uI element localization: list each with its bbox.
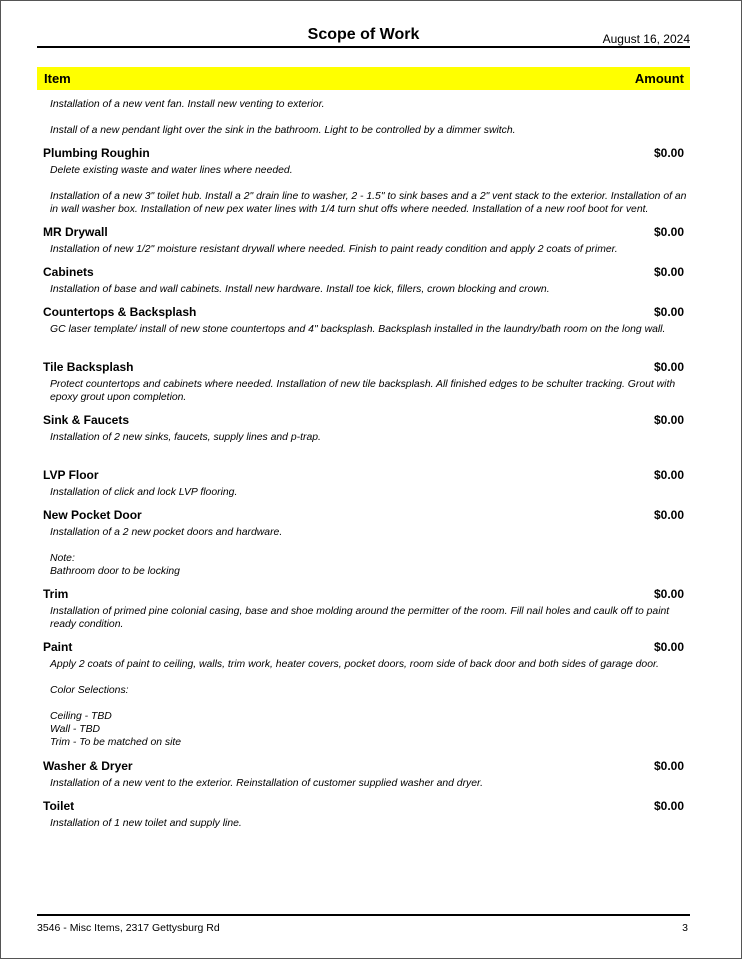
scope-item	[37, 413, 690, 444]
scope-list	[37, 98, 690, 830]
document-header	[37, 26, 690, 48]
scope-item-amount: $0.00	[653, 225, 684, 239]
color-selections-list: Ceiling - TBD Wall - TBD Trim - To be matched on site	[50, 711, 182, 748]
footer-project-label: 3546 - Misc Items, 2317 Gettysburg Rd	[37, 922, 220, 934]
scope-item	[37, 360, 690, 404]
scope-item-name: Paint	[43, 640, 73, 654]
document-date: August 16, 2024	[602, 32, 690, 46]
scope-item	[37, 640, 690, 749]
scope-item-header	[43, 225, 690, 240]
scope-item-amount: $0.00	[653, 508, 684, 522]
scope-item-amount: $0.00	[653, 468, 684, 482]
scope-item-header	[43, 360, 690, 375]
scope-item	[37, 265, 690, 296]
intro-line: Installation of a new vent fan. Install new venting to exterior.	[50, 99, 325, 110]
scope-item	[37, 759, 690, 790]
scope-item-header	[43, 640, 690, 655]
scope-item-amount: $0.00	[653, 587, 684, 601]
scope-item-name: Cabinets	[43, 265, 94, 279]
scope-item-header	[43, 305, 690, 320]
scope-item-amount: $0.00	[653, 640, 684, 654]
page-number: 3	[682, 922, 688, 934]
scope-item-description: Installation of 1 new toilet and supply line.	[50, 818, 242, 829]
scope-item-header	[43, 587, 690, 602]
scope-item-description: Installation of 2 new sinks, faucets, supply lines and p-trap.	[50, 432, 321, 443]
scope-item-header	[43, 508, 690, 523]
scope-item-description: Protect countertops and cabinets where needed. Installation of new tile backsplash. All finished edges to be schulter tracking. Grout with epoxy grout upon completion.	[50, 379, 676, 403]
scope-item-amount: $0.00	[653, 146, 684, 160]
scope-item-name: MR Drywall	[43, 225, 108, 239]
scope-item-amount: $0.00	[653, 413, 684, 427]
scope-item-name: New Pocket Door	[43, 508, 142, 522]
scope-item	[37, 468, 690, 499]
scope-item-description: Installation of a 2 new pocket doors and hardware.	[50, 527, 283, 538]
scope-item-header	[43, 468, 690, 483]
scope-item-description: Delete existing waste and water lines where needed.	[50, 165, 293, 176]
document-footer	[37, 914, 690, 934]
column-header-bar	[37, 67, 690, 90]
scope-item-name: Toilet	[43, 799, 75, 813]
scope-item-note: Note: Bathroom door to be locking	[50, 553, 180, 577]
scope-item-amount: $0.00	[653, 305, 684, 319]
scope-item-amount: $0.00	[653, 265, 684, 279]
scope-item	[37, 146, 690, 216]
scope-item-name: Trim	[43, 587, 69, 601]
intro-line: Install of a new pendant light over the sink in the bathroom. Light to be controlled by a dimmer switch.	[50, 125, 516, 136]
scope-item-description: Installation of base and wall cabinets. Install new hardware. Install toe kick, fillers, crown blocking and crown.	[50, 284, 550, 295]
scope-item-header	[43, 413, 690, 428]
scope-item-name: Plumbing Roughin	[43, 146, 150, 160]
scope-item-name: Countertops & Backsplash	[43, 305, 197, 319]
scope-item-name: Tile Backsplash	[43, 360, 134, 374]
scope-item-description: Installation of primed pine colonial casing, base and shoe molding around the permitter of the room. Fill nail holes and caulk off to paint ready condition.	[50, 606, 670, 630]
scope-item	[37, 225, 690, 256]
scope-item-header	[43, 759, 690, 774]
scope-item-header	[43, 799, 690, 814]
column-item-label: Item	[44, 71, 71, 86]
scope-item-description: Color Selections:	[50, 685, 129, 696]
scope-item-header	[43, 265, 690, 280]
scope-item	[37, 508, 690, 578]
scope-item-amount: $0.00	[653, 799, 684, 813]
scope-item-name: LVP Floor	[43, 468, 99, 482]
scope-item-description: Installation of a new vent to the exterior. Reinstallation of customer supplied washer and dryer.	[50, 778, 483, 789]
scope-item-name: Washer & Dryer	[43, 759, 133, 773]
scope-item-description: Installation of click and lock LVP flooring.	[50, 487, 238, 498]
scope-item-amount: $0.00	[653, 360, 684, 374]
scope-item	[37, 305, 690, 336]
scope-item-description: Installation of a new 3" toilet hub. Install a 2" drain line to washer, 2 - 1.5" to sink bases and a 2" vent stack to the exterior. Installation of an in wall washer box. Installation of new pex water lines with 1/4 turn shut offs where needed. Installation of a new roof boot for vent.	[50, 191, 687, 215]
scope-item-description: Installation of new 1/2" moisture resistant drywall where needed. Finish to paint ready condition and apply 2 coats of primer.	[50, 244, 618, 255]
scope-item-name: Sink & Faucets	[43, 413, 130, 427]
scope-item	[37, 799, 690, 830]
column-amount-label: Amount	[634, 71, 684, 86]
scope-item-description: Apply 2 coats of paint to ceiling, walls, trim work, heater covers, pocket doors, room side of back door and both sides of garage door.	[50, 659, 659, 670]
page-title: Scope of Work	[307, 26, 420, 43]
scope-item-amount: $0.00	[653, 759, 684, 773]
scope-item-description: GC laser template/ install of new stone countertops and 4" backsplash. Backsplash installed in the laundry/bath room on the long wall.	[50, 324, 666, 335]
scope-item-header	[43, 146, 690, 161]
scope-item	[37, 587, 690, 631]
